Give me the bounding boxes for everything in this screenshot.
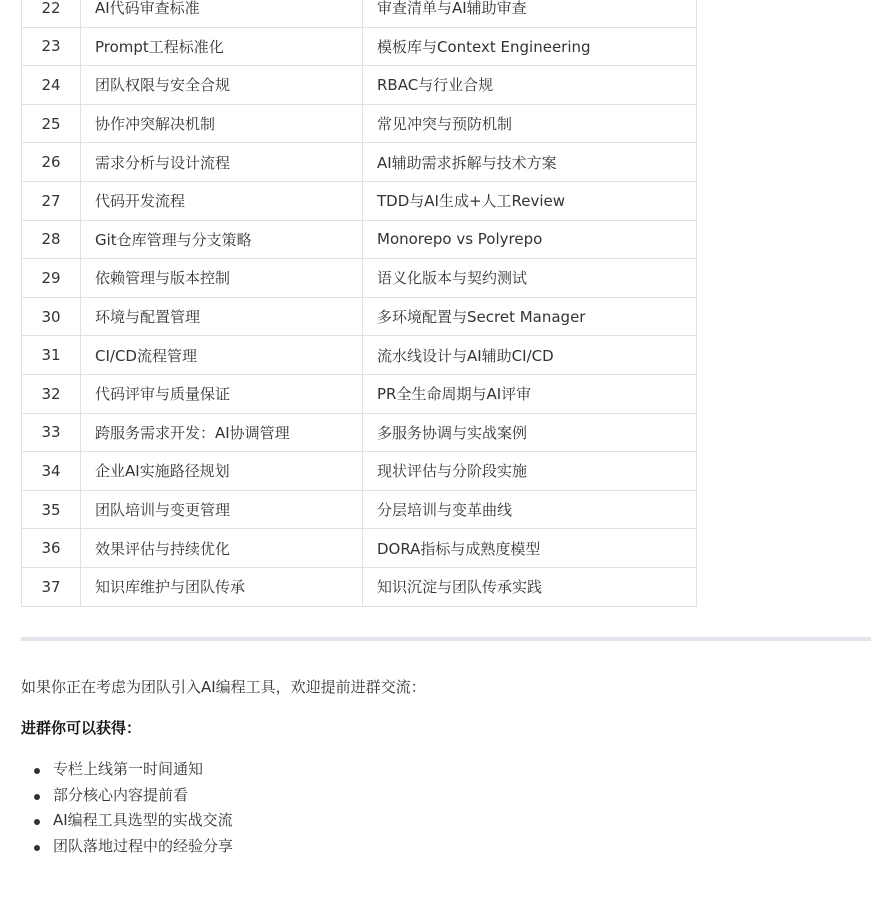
row-number-cell: 35 [22, 490, 81, 529]
row-title-cell: 环境与配置管理 [81, 297, 363, 336]
table-row [22, 336, 697, 375]
table-row [22, 104, 697, 143]
row-title-cell: 依赖管理与版本控制 [81, 259, 363, 298]
row-title-cell: AI代码审查标准 [81, 0, 363, 27]
row-number-cell: 23 [22, 27, 81, 66]
row-title-cell: 团队培训与变更管理 [81, 490, 363, 529]
bullet-icon [34, 819, 40, 825]
table-row [22, 220, 697, 259]
table-row [22, 181, 697, 220]
row-content-cell: DORA指标与成熟度模型 [363, 529, 697, 568]
horizontal-divider [21, 637, 871, 641]
bullet-icon [34, 845, 40, 851]
row-content-cell: 多服务协调与实战案例 [363, 413, 697, 452]
row-number-cell: 33 [22, 413, 81, 452]
row-content-cell: Monorepo vs Polyrepo [363, 220, 697, 259]
row-number-cell: 26 [22, 143, 81, 182]
row-content-cell: 多环境配置与Secret Manager [363, 297, 697, 336]
row-title-cell: Git仓库管理与分支策略 [81, 220, 363, 259]
table-row [22, 297, 697, 336]
row-content-cell: 模板库与Context Engineering [363, 27, 697, 66]
table-row [22, 452, 697, 491]
row-title-cell: 团队权限与安全合规 [81, 66, 363, 105]
row-title-cell: Prompt工程标准化 [81, 27, 363, 66]
row-content-cell: PR全生命周期与AI评审 [363, 374, 697, 413]
row-title-cell: 效果评估与持续优化 [81, 529, 363, 568]
table-row [22, 0, 697, 27]
benefit-text: AI编程工具选型的实战交流 [53, 811, 233, 830]
row-number-cell: 24 [22, 66, 81, 105]
benefit-list-item [53, 834, 233, 860]
benefit-text: 团队落地过程中的经验分享 [53, 837, 234, 856]
row-number-cell: 29 [22, 259, 81, 298]
row-number-cell: 37 [22, 567, 81, 606]
row-number-cell: 30 [22, 297, 81, 336]
table-row [22, 567, 697, 606]
table-row [22, 143, 697, 182]
row-number-cell: 27 [22, 181, 81, 220]
row-title-cell: 协作冲突解决机制 [81, 104, 363, 143]
row-number-cell: 36 [22, 529, 81, 568]
row-title-cell: 代码评审与质量保证 [81, 374, 363, 413]
row-title-cell: 企业AI实施路径规划 [81, 452, 363, 491]
bullet-icon [34, 794, 40, 800]
row-content-cell: 语义化版本与契约测试 [363, 259, 697, 298]
benefit-list-item [53, 757, 233, 783]
table-body [22, 0, 697, 606]
table-row [22, 27, 697, 66]
row-content-cell: 知识沉淀与团队传承实践 [363, 567, 697, 606]
row-number-cell: 34 [22, 452, 81, 491]
table-row [22, 259, 697, 298]
benefit-list-item [53, 808, 233, 834]
row-title-cell: 知识库维护与团队传承 [81, 567, 363, 606]
table-row [22, 66, 697, 105]
table-row [22, 413, 697, 452]
row-title-cell: 需求分析与设计流程 [81, 143, 363, 182]
row-content-cell: TDD与AI生成+人工Review [363, 181, 697, 220]
row-title-cell: 代码开发流程 [81, 181, 363, 220]
row-number-cell: 31 [22, 336, 81, 375]
row-content-cell: 现状评估与分阶段实施 [363, 452, 697, 491]
row-number-cell: 32 [22, 374, 81, 413]
bullet-icon [34, 768, 40, 774]
intro-paragraph: 如果你正在考虑为团队引入AI编程工具，欢迎提前进群交流： [21, 678, 426, 696]
row-title-cell: 跨服务需求开发：AI协调管理 [81, 413, 363, 452]
course-outline-table [21, 0, 697, 607]
row-content-cell: 流水线设计与AI辅助CI/CD [363, 336, 697, 375]
row-title-cell: CI/CD流程管理 [81, 336, 363, 375]
row-content-cell: 审查清单与AI辅助审查 [363, 0, 697, 27]
row-number-cell: 28 [22, 220, 81, 259]
benefit-text: 专栏上线第一时间通知 [53, 760, 204, 778]
benefit-text: 部分核心内容提前看 [53, 785, 189, 804]
course-outline-table-container [21, 0, 696, 607]
table-row [22, 529, 697, 568]
row-number-cell: 25 [22, 104, 81, 143]
benefit-list-item [53, 783, 233, 809]
row-content-cell: AI辅助需求拆解与技术方案 [363, 143, 697, 182]
benefits-list [21, 757, 233, 860]
table-row [22, 490, 697, 529]
row-content-cell: 常见冲突与预防机制 [363, 104, 697, 143]
table-row [22, 374, 697, 413]
benefits-heading: 进群你可以获得： [21, 719, 142, 737]
row-number-cell: 22 [22, 0, 81, 27]
row-content-cell: RBAC与行业合规 [363, 66, 697, 105]
row-content-cell: 分层培训与变革曲线 [363, 490, 697, 529]
